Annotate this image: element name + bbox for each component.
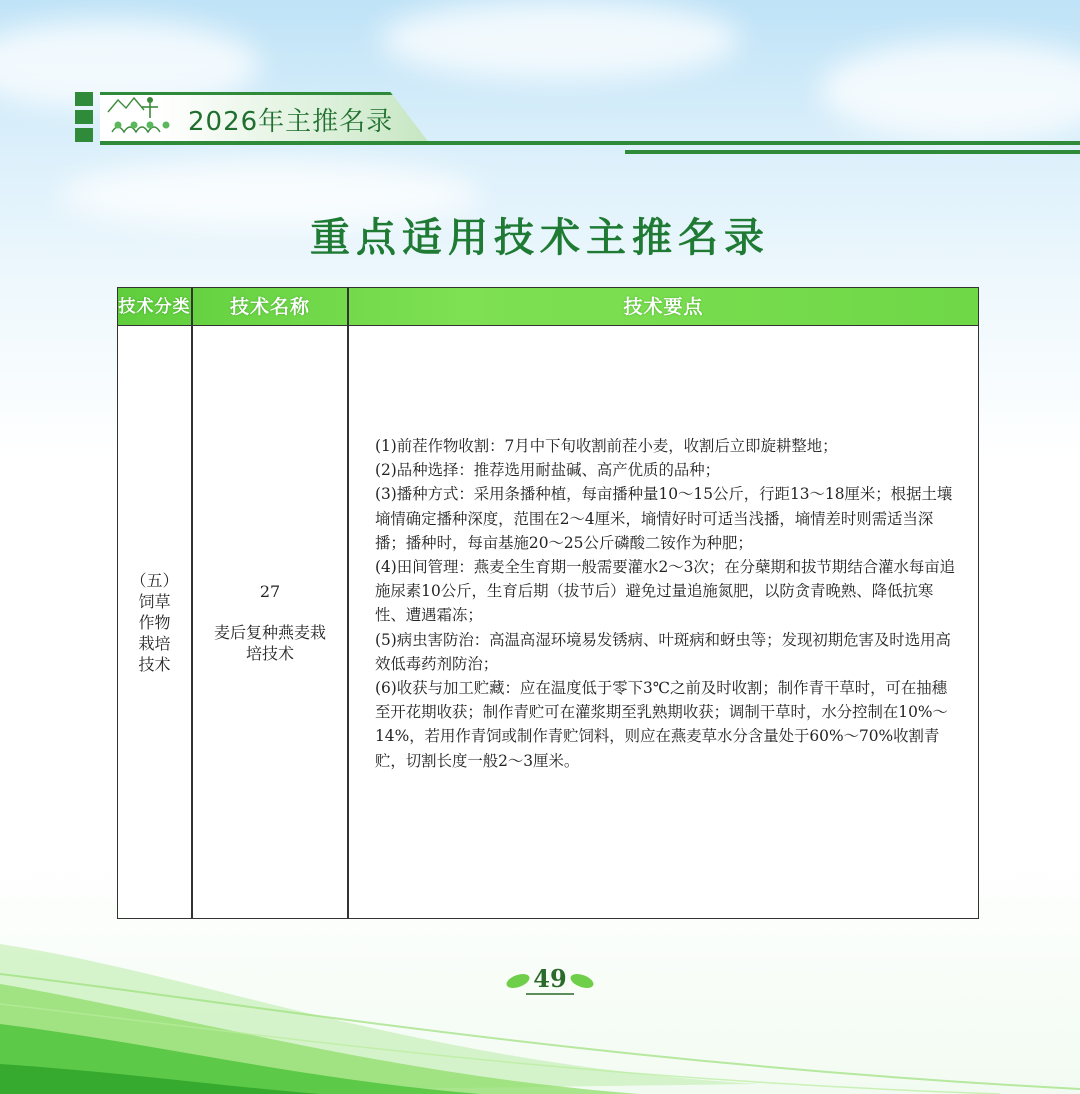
category-line: 栽培 bbox=[138, 633, 171, 653]
header-rule-secondary bbox=[625, 150, 1080, 154]
column-header-points: 技术要点 bbox=[623, 296, 704, 318]
header-marks bbox=[75, 92, 93, 144]
tech-table bbox=[117, 287, 979, 919]
page-number-badge bbox=[500, 964, 600, 998]
category-cell bbox=[118, 326, 191, 918]
tech-point: (1)前茬作物收割：7月中下旬收割前茬小麦，收割后立即旋耕整地； bbox=[375, 437, 838, 455]
table-header-row bbox=[118, 288, 978, 326]
page-title: 重点适用技术主推名录 bbox=[310, 215, 770, 261]
tech-point: (3)播种方式：采用条播种植，每亩播种量10～15公斤，行距13～18厘米；根据土壤墒情确定播种深度，范围在2～4厘米，墒情好时可适当浅播，墒情差时则需适当深播；播种时，每亩基施20～25公斤磷酸二铵作为种肥； bbox=[375, 485, 953, 552]
column-header-name: 技术名称 bbox=[229, 296, 310, 318]
cloud-decoration bbox=[820, 40, 1080, 140]
header-rule bbox=[100, 141, 1080, 145]
tech-name-cell bbox=[192, 326, 348, 918]
cloud-decoration bbox=[380, 0, 740, 80]
tech-point: (6)收获与加工贮藏：应在温度低于零下3℃之前及时收割；制作青干草时，可在抽穗至开花期收获；制作青贮可在灌浆期至乳熟期收获；调制干草时，水分控制在10%～14%，若用作青饲或制作青贮饲料，则应在燕麦草水分含量处于60%～70%收割青贮，切割长度一般2～3厘米。 bbox=[375, 679, 948, 770]
category-line: 技术 bbox=[138, 654, 171, 674]
category-line: 作物 bbox=[138, 612, 171, 632]
tech-name-line: 麦后复种燕麦栽 bbox=[213, 622, 326, 642]
category-line: （五） bbox=[130, 570, 179, 590]
tech-points-cell bbox=[349, 326, 978, 918]
tech-point: (4)田间管理：燕麦全生育期一般需要灌水2～3次；在分蘖期和拔节期结合灌水每亩追施尿素10公斤，生育后期（拔节后）避免过量追施氮肥，以防贪青晚熟、降低抗寒性、遭遇霜冻； bbox=[375, 558, 956, 625]
green-wave-decoration bbox=[0, 914, 1080, 1094]
column-header-category: 技术分类 bbox=[118, 297, 191, 317]
section-title: 2026年主推名录 bbox=[188, 107, 394, 137]
tech-point: (5)病虫害防治：高温高湿环境易发锈病、叶斑病和蚜虫等；发现初期危害及时选用高效低毒药剂防治； bbox=[375, 630, 951, 673]
page-number: 49 bbox=[533, 964, 567, 993]
tech-name-line: 培技术 bbox=[245, 643, 294, 663]
tech-point: (2)品种选择：推荐选用耐盐碱、高产优质的品种； bbox=[375, 461, 721, 480]
tech-number: 27 bbox=[259, 581, 281, 601]
farm-icon bbox=[104, 92, 184, 144]
category-line: 饲草 bbox=[138, 591, 171, 611]
